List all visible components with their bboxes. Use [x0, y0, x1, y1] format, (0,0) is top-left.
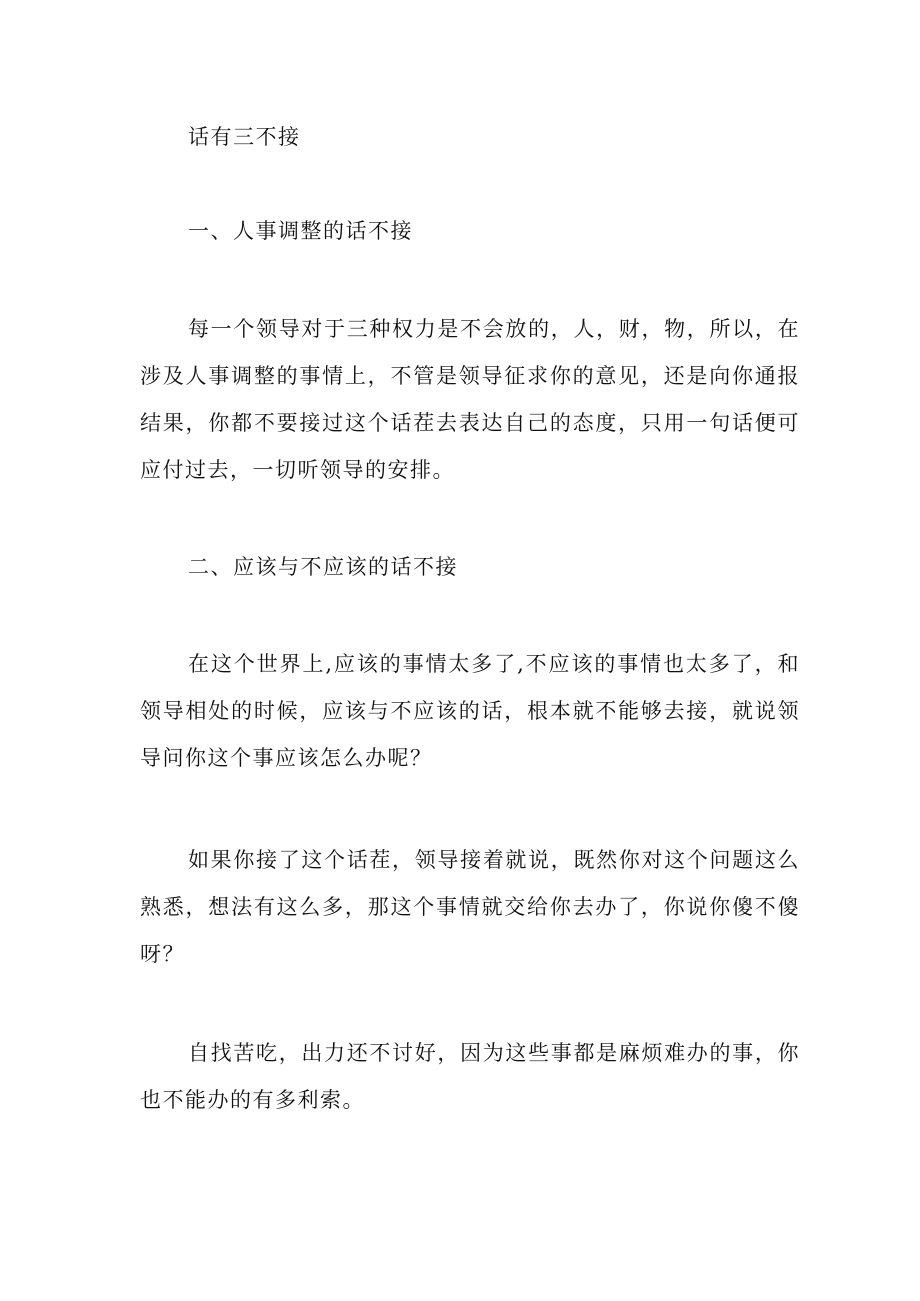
section-2-paragraph-2: 如果你接了这个话茬，领导接着就说，既然你对这个问题这么熟悉，想法有这么多，那这个事情就交给你去办了，你说你傻不傻呀？ [140, 848, 800, 966]
document-title: 话有三不接 [188, 125, 301, 149]
section-2-paragraph-1: 在这个世界上,应该的事情太多了,不应该的事情也太多了，和领导相处的时候，应该与不应该的话，根本就不能够去接，就说领导问你这个事应该怎么办呢？ [140, 652, 800, 770]
section-1-paragraph: 每一个领导对于三种权力是不会放的，人，财，物，所以，在涉及人事调整的事情上，不管是领导征求你的意见，还是向你通报结果，你都不要接过这个话茬去表达自己的态度，只用一句话便可应付过去，一切听领导的安排。 [140, 317, 800, 482]
section-1-heading: 一、人事调整的话不接 [188, 219, 413, 243]
section-2-paragraph-3: 自找苦吃，出力还不讨好，因为这些事都是麻烦难办的事，你也不能办的有多利索。 [140, 1041, 800, 1112]
section-2-heading: 二、应该与不应该的话不接 [188, 555, 458, 579]
